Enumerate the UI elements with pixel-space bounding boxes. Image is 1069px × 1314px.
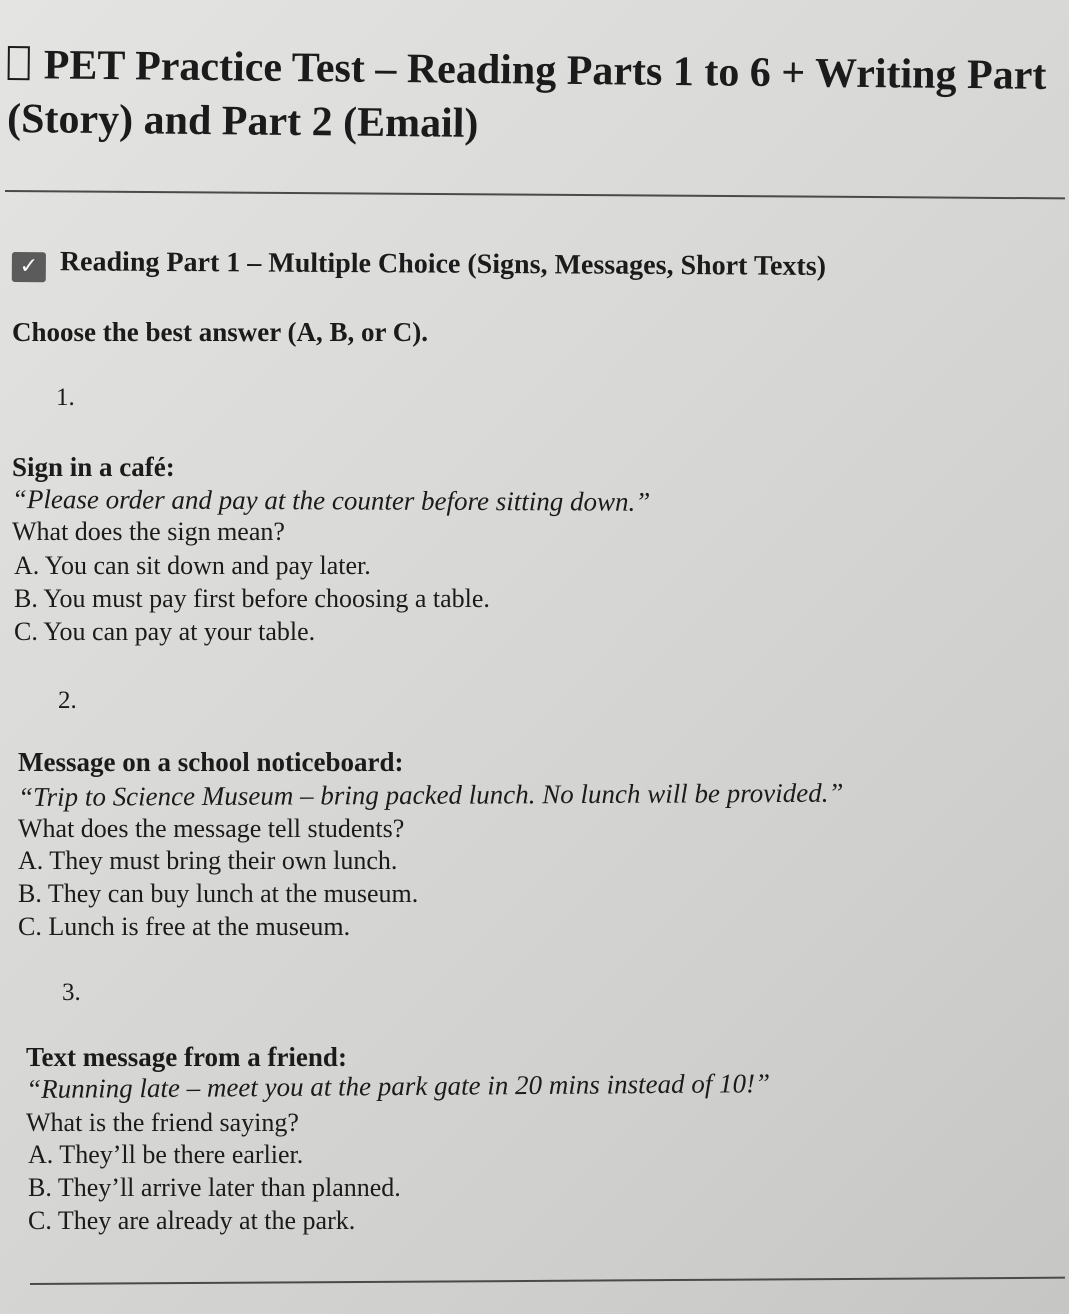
question-quote: “Trip to Science Museum – bring packed lunch. No lunch will be provided.” [18,777,844,812]
question-context: Sign in a café: [12,452,175,482]
answer-option-b: B. They’ll arrive later than planned. [28,1173,401,1202]
question-number: 3. [62,979,81,1006]
question-context: Text message from a friend: [26,1042,347,1072]
question-number: 2. [58,687,77,714]
question-prompt: What does the sign mean? [12,517,285,546]
divider-top [5,190,1065,199]
checkmark-icon: ✓ [12,252,46,282]
section-heading [12,244,1012,288]
question-quote: “Running late – meet you at the park gate in 20 mins instead of 10!” [26,1068,771,1104]
answer-option-c: C. They are already at the park. [28,1206,356,1235]
question-quote: “Please order and pay at the counter before sitting down.” [11,483,651,517]
answer-option-c: C. Lunch is free at the museum. [18,912,351,941]
answer-option-c: C. You can pay at your table. [14,617,316,646]
page-title [7,38,1058,157]
instruction-text: Choose the best answer (A, B, or C). [12,317,428,347]
section-heading-text: Reading Part 1 – Multiple Choice (Signs, Messages, Short Texts) [59,246,827,282]
question-context: Message on a school noticeboard: [18,747,404,777]
answer-option-b: B. You must pay first before choosing a table. [14,584,490,613]
page-title-text: PET Practice Test – Reading Parts 1 to 6 + Writing Part (Story) and Part 2 (Email) [6,42,1047,147]
box-glyph-icon [8,46,30,80]
answer-option-b: B. They can buy lunch at the museum. [18,879,419,908]
question-prompt: What is the friend saying? [26,1108,299,1137]
answer-option-a: A. They’ll be there earlier. [28,1140,304,1169]
question-number: 1. [56,384,75,411]
question-prompt: What does the message tell students? [18,814,405,843]
answer-option-a: A. They must bring their own lunch. [18,846,398,875]
answer-option-a: A. You can sit down and pay later. [14,551,371,580]
divider-bottom [30,1277,1065,1285]
